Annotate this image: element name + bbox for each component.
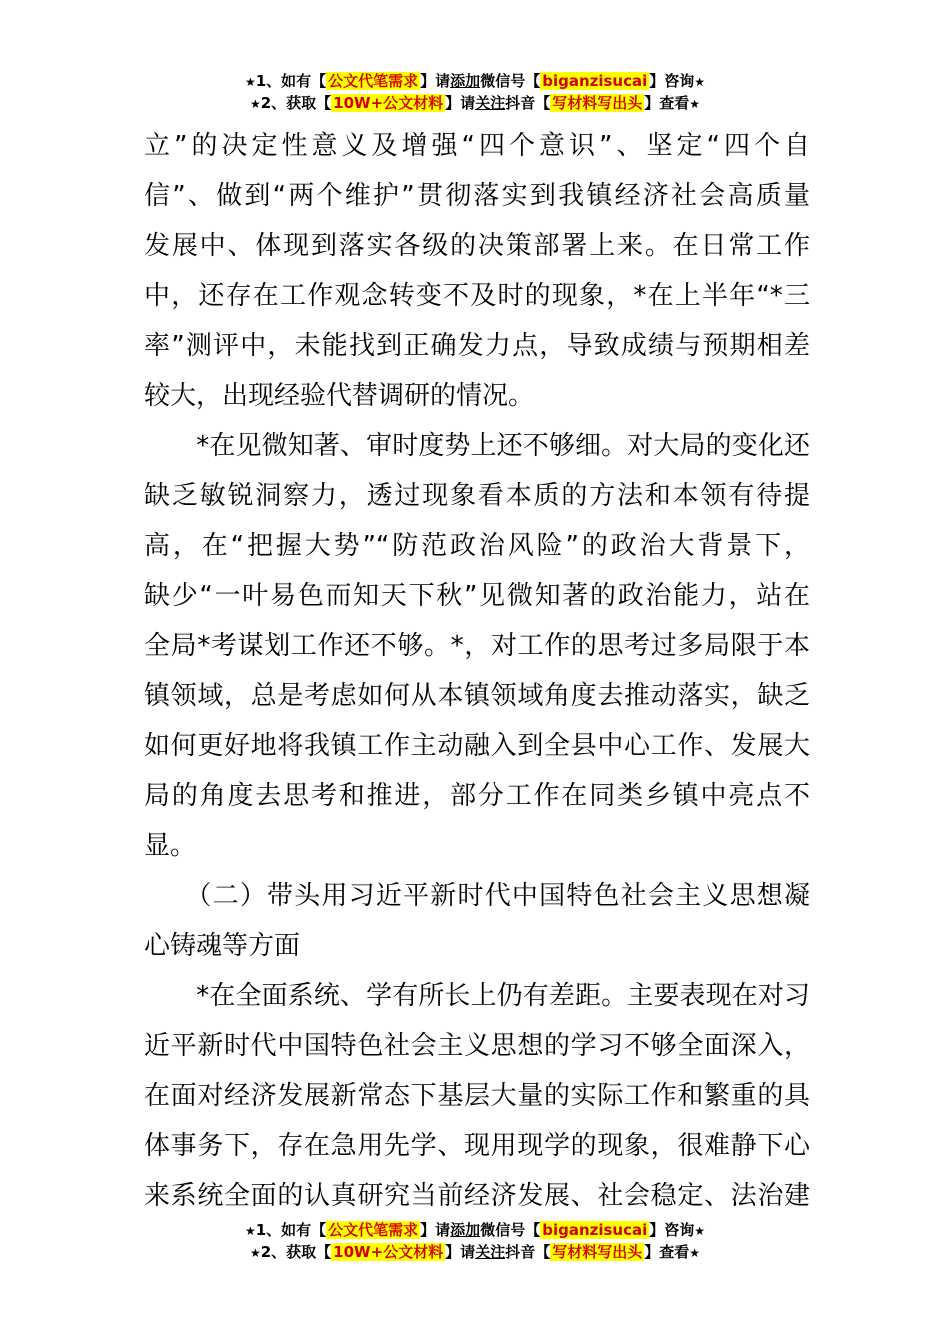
promo-text: 】请 [445,1243,476,1261]
star-icon: ★ [244,1224,256,1238]
text-line: 如何更好地将我镇工作主动融入到全县中心工作、发展大 [144,731,810,761]
promo-text: 】咨询 [649,72,695,90]
promo-text: 1、如有【 [255,72,327,90]
promo-highlight: 10W+公文材料 [333,1243,444,1261]
promo-text: 抖音【 [505,1243,551,1261]
promo-underline: 添加 [450,72,481,90]
promo-text: 】请 [420,72,451,90]
text-line: 缺少“一叶易色而知天下秋”见微知著的政治能力，站在 [144,581,810,611]
star-icon: ★ [689,1246,701,1260]
star-icon: ★ [689,97,701,111]
star-icon: ★ [694,1224,706,1238]
promo-text: 】请 [445,94,476,112]
star-icon: ★ [249,97,261,111]
star-icon: ★ [694,75,706,89]
text-line: 较大，出现经验代替调研的情况。 [144,381,535,411]
promo-line-1 [0,70,950,92]
promo-text: 】查看 [644,1243,690,1261]
promo-underline: 添加 [450,1221,481,1239]
promo-text: 2、获取【 [260,1243,332,1261]
promo-line-1 [0,1219,950,1241]
text-line: 缺乏敏锐洞察力，透过现象看本质的方法和本领有待提 [144,481,810,511]
promo-highlight: 写材料写出头 [552,94,643,112]
promo-underline: 关注 [475,94,506,112]
text-line: 显。 [144,831,197,861]
promo-text: 微信号【 [480,1221,541,1239]
promo-highlight: 公文代笔需求 [328,1221,419,1239]
promo-highlight: biganzisucai [542,1221,648,1239]
footer-promo-banner [0,1219,950,1263]
promo-text: 抖音【 [505,94,551,112]
text-line: 局的角度去思考和推进，部分工作在同类乡镇中亮点不 [144,781,810,811]
section-heading-line: 心铸魂等方面 [144,931,301,961]
promo-text: 】请 [420,1221,451,1239]
text-line: 体事务下，存在急用先学、现用现学的现象，很难静下心 [144,1131,810,1161]
section-heading-line: （二）带头用习近平新时代中国特色社会主义思想凝 [144,881,810,911]
text-line: 全局*考谋划工作还不够。*，对工作的思考过多局限于本 [144,631,810,661]
star-icon: ★ [244,75,256,89]
promo-text: 微信号【 [480,72,541,90]
text-line: 镇领域，总是考虑如何从本镇领域角度去推动落实，缺乏 [144,681,810,711]
promo-underline: 关注 [475,1243,506,1261]
document-body [144,121,810,1221]
text-line: 率”测评中，未能找到正确发力点，导致成绩与预期相差 [144,331,810,361]
text-line: *在见微知著、审时度势上还不够细。对大局的变化还 [144,431,810,461]
promo-highlight: 写材料写出头 [552,1243,643,1261]
star-icon: ★ [249,1246,261,1260]
promo-text: 2、获取【 [260,94,332,112]
promo-line-2 [0,1241,950,1263]
text-line: 信”、做到“两个维护”贯彻落实到我镇经济社会高质量 [144,181,810,211]
promo-text: 】咨询 [649,1221,695,1239]
text-line: 发展中、体现到落实各级的决策部署上来。在日常工作 [144,231,810,261]
text-line: 近平新时代中国特色社会主义思想的学习不够全面深入， [144,1031,810,1061]
promo-highlight: 公文代笔需求 [328,72,419,90]
text-line: 立”的决定性意义及增强“四个意识”、坚定“四个自 [144,131,810,161]
promo-text: 】查看 [644,94,690,112]
header-promo-banner [0,70,950,114]
text-line: 中，还存在工作观念转变不及时的现象，*在上半年“*三 [144,281,810,311]
promo-text: 1、如有【 [255,1221,327,1239]
text-line: 来系统全面的认真研究当前经济发展、社会稳定、法治建 [144,1181,810,1211]
promo-highlight: biganzisucai [542,72,648,90]
promo-line-2 [0,92,950,114]
text-line: 高，在“把握大势”“防范政治风险”的政治大背景下， [144,531,810,561]
text-line: *在全面系统、学有所长上仍有差距。主要表现在对习 [144,981,810,1011]
promo-highlight: 10W+公文材料 [333,94,444,112]
text-line: 在面对经济发展新常态下基层大量的实际工作和繁重的具 [144,1081,810,1111]
